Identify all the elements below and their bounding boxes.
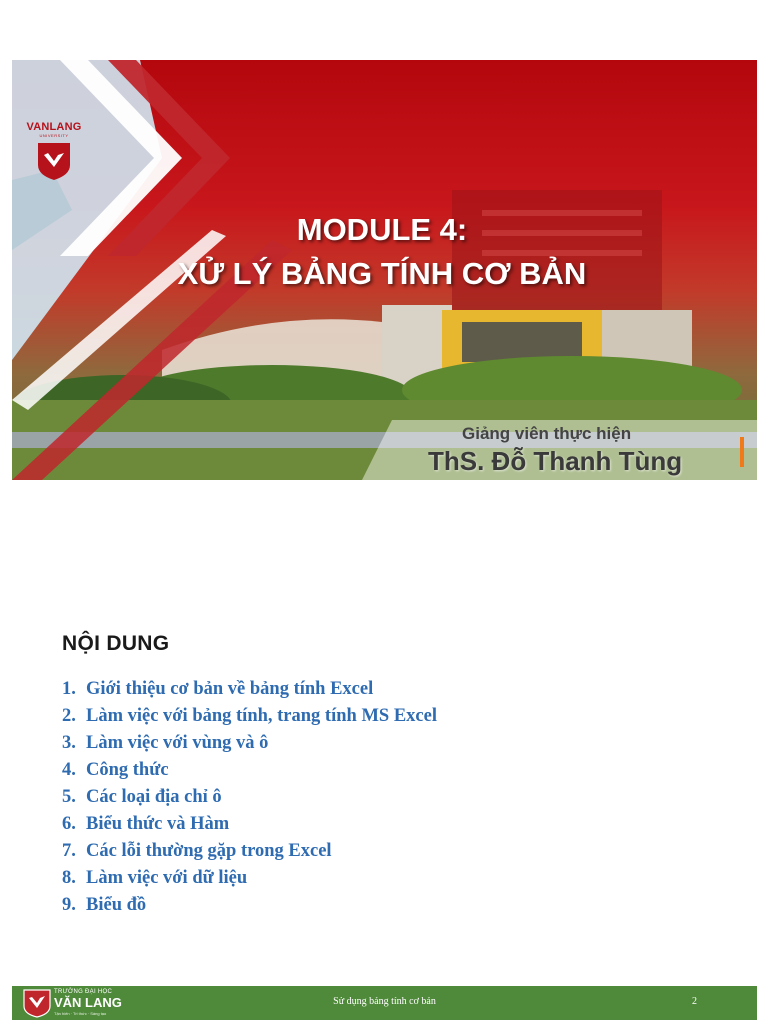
title-line-1: MODULE 4: [296, 212, 468, 247]
list-item [62, 757, 437, 784]
list-item [62, 730, 437, 757]
item-text: Làm việc với bảng tính, trang tính MS Excel [86, 706, 437, 726]
item-number: 2. [62, 706, 76, 726]
list-item [62, 784, 437, 811]
list-item [62, 865, 437, 892]
lecturer-label: Giảng viên thực hiện [462, 424, 632, 443]
item-text: Công thức [86, 760, 169, 780]
item-number: 6. [62, 814, 76, 834]
item-text: Các lỗi thường gặp trong Excel [86, 841, 332, 861]
list-item [62, 811, 437, 838]
footer-logo-tagline: Tận hiến · Tri thức · Sáng tạo [54, 1011, 107, 1016]
title-banner [12, 60, 757, 480]
item-number: 3. [62, 733, 76, 753]
list-item [62, 703, 437, 730]
list-item [62, 892, 437, 919]
item-number: 8. [62, 868, 76, 888]
item-text: Làm việc với dữ liệu [86, 868, 248, 888]
item-text: Biểu thức và Hàm [86, 814, 230, 834]
item-number: 9. [62, 895, 76, 915]
contents-list [62, 676, 437, 919]
item-number: 7. [62, 841, 76, 861]
footer-title: Sử dụng bảng tính cơ bản [333, 996, 436, 1007]
footer-logo [12, 986, 122, 1020]
list-item [62, 838, 437, 865]
contents-heading: NỘI DUNG [62, 632, 170, 655]
item-number: 4. [62, 760, 76, 780]
shield-icon [36, 141, 72, 181]
title-line-2: XỬ LÝ BẢNG TÍNH CƠ BẢN [177, 256, 587, 291]
footer-logo-big: VĂN LANG [54, 995, 122, 1010]
slide-footer [12, 986, 757, 1020]
list-item [62, 676, 437, 703]
item-text: Làm việc với vùng và ô [86, 733, 269, 753]
item-text: Biểu đồ [86, 895, 147, 915]
footer-logo-small: TRƯỜNG ĐẠI HỌC [54, 989, 113, 995]
page-number: 2 [692, 996, 697, 1007]
logo-name: VANLANG [26, 121, 82, 133]
vanlang-logo [26, 122, 82, 181]
lecturer-name: ThS. Đỗ Thanh Tùng [428, 446, 683, 476]
item-number: 1. [62, 679, 76, 699]
footer-shield-icon [22, 988, 52, 1018]
accent-bar [740, 437, 744, 467]
item-number: 5. [62, 787, 76, 807]
logo-sub: UNIVERSITY [39, 133, 69, 138]
module-title [132, 208, 632, 296]
item-text: Giới thiệu cơ bản về bảng tính Excel [86, 679, 374, 699]
item-text: Các loại địa chỉ ô [86, 787, 222, 807]
